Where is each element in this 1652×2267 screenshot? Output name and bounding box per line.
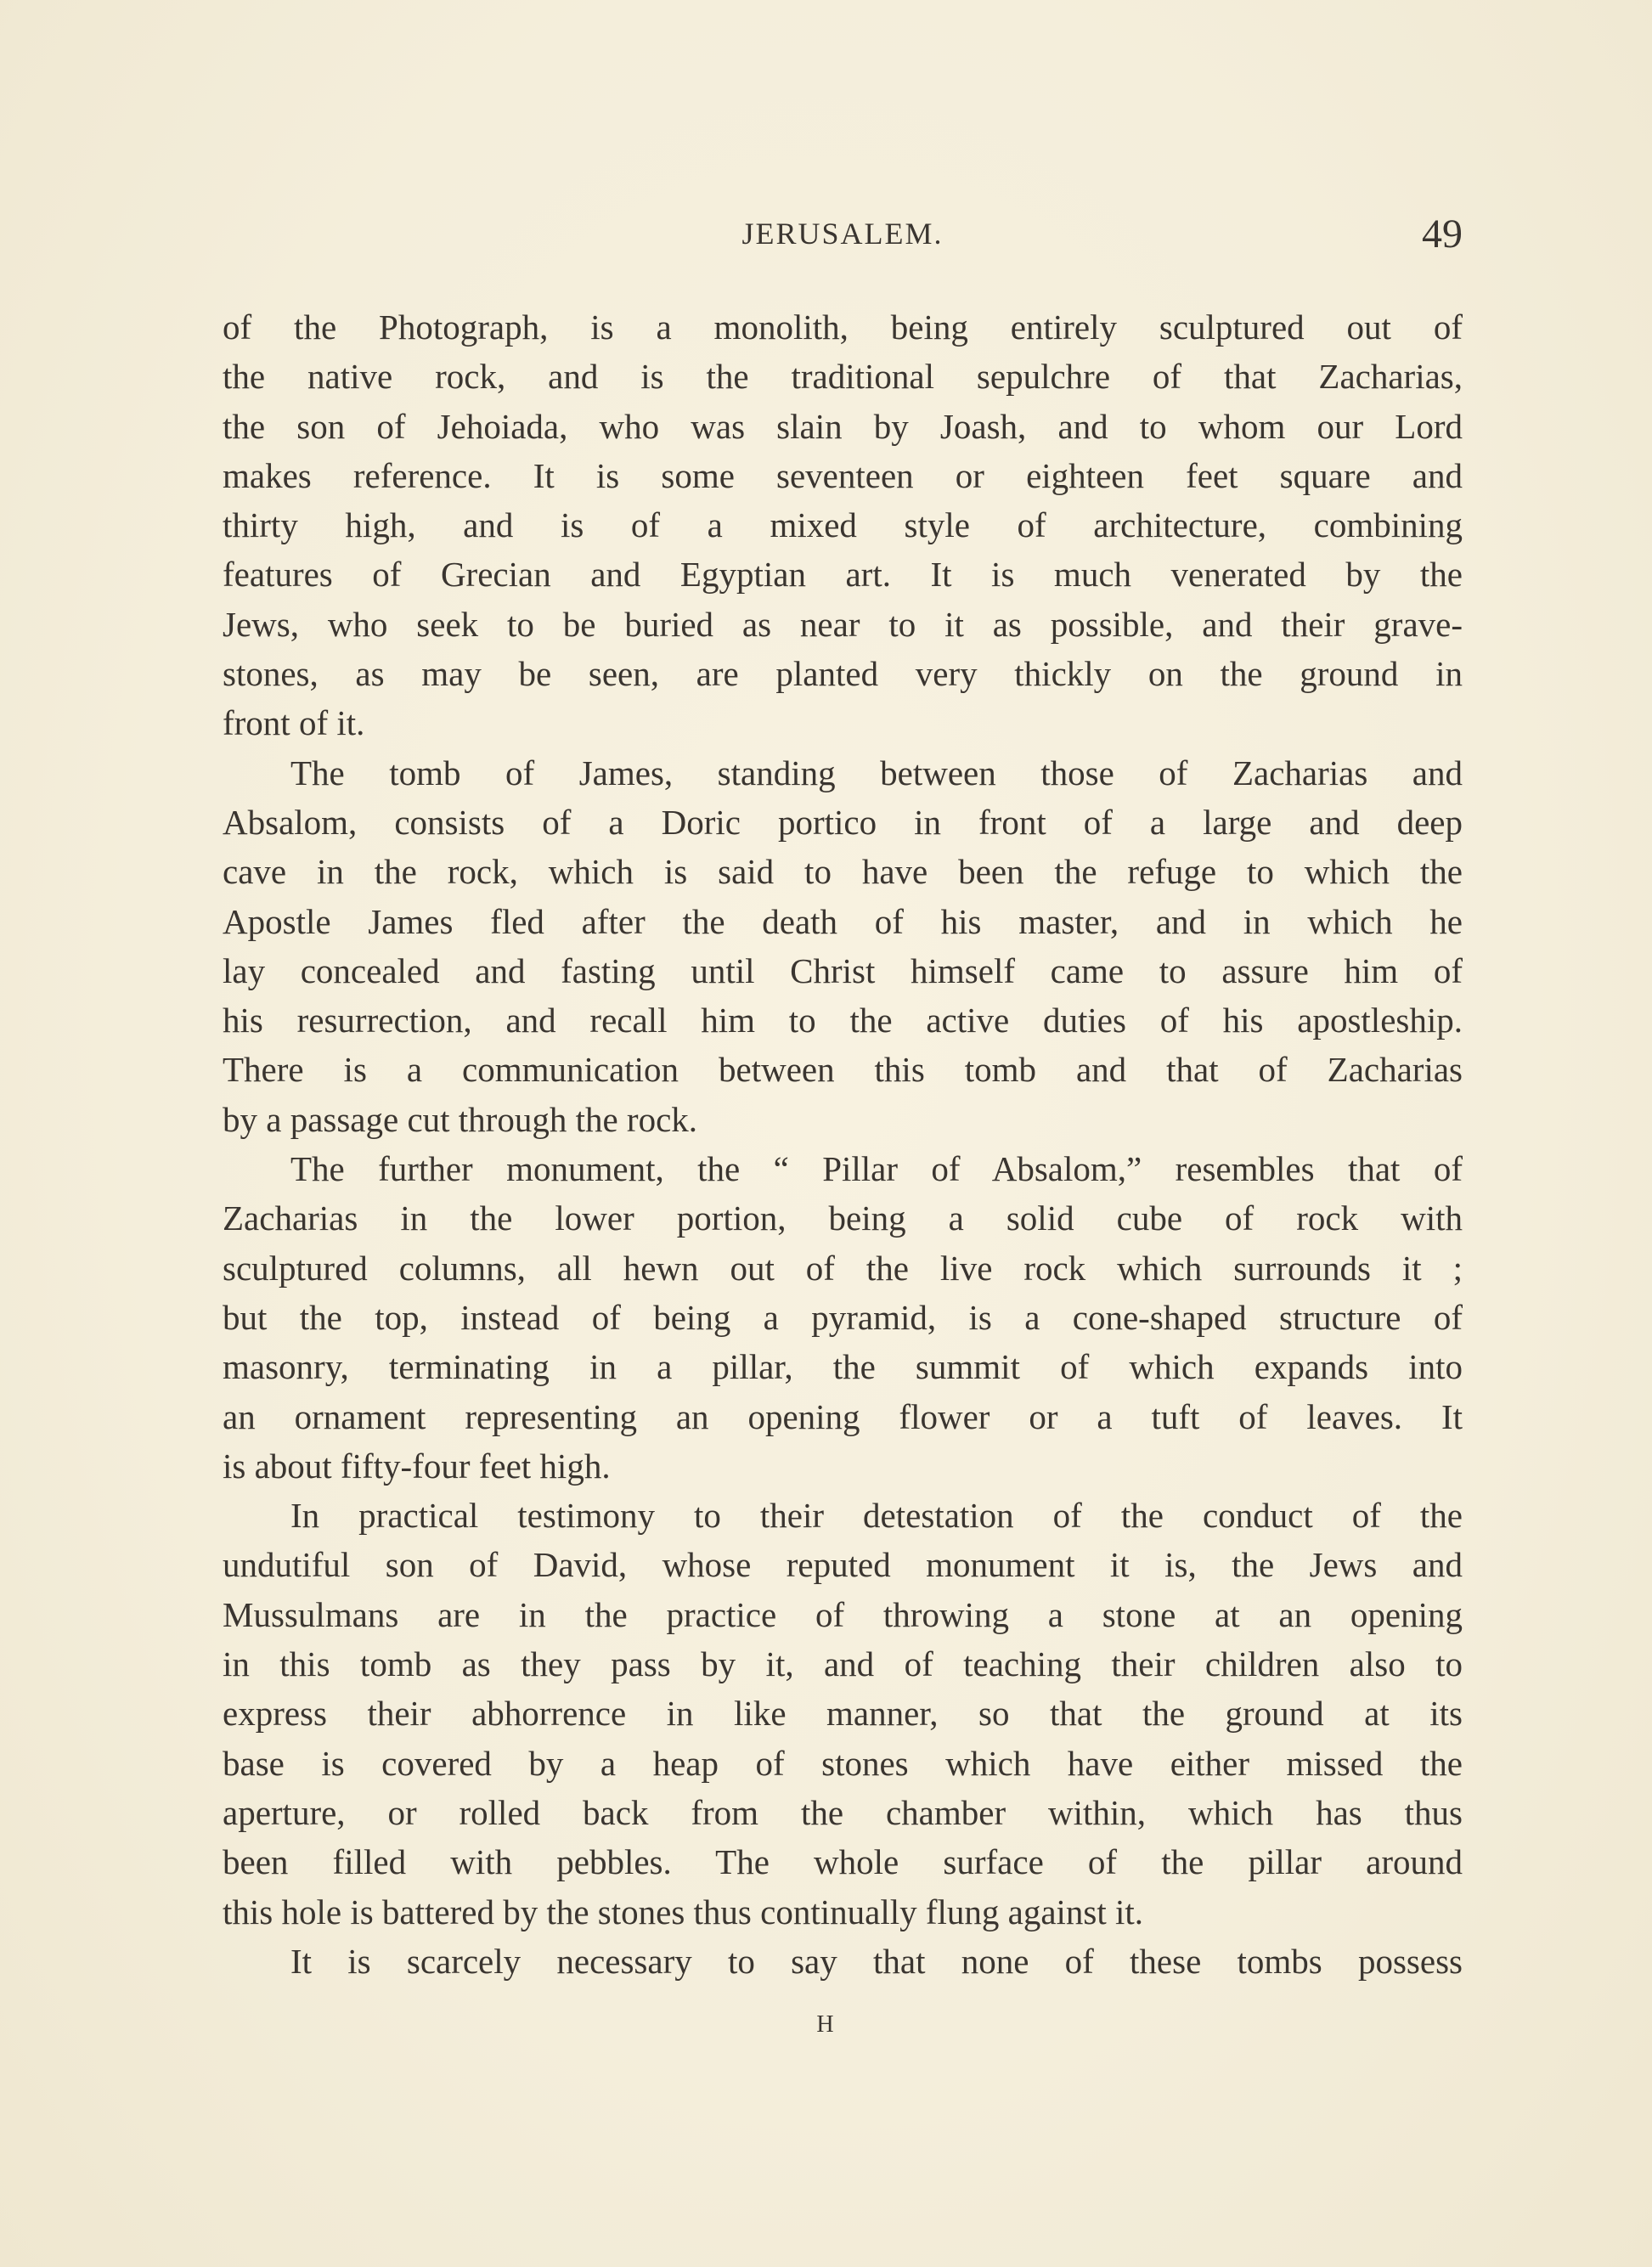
text-line: Apostle James fled after the death of his master, and in which he — [223, 901, 1463, 941]
text-line: front of it. — [223, 703, 365, 743]
running-title: JERUSALEM. — [741, 217, 944, 251]
text-line: his resurrection, and recall him to the active duties of his apostleship. — [223, 1001, 1463, 1040]
text-line: In practical testimony to their detestation of the conduct of the — [290, 1496, 1463, 1536]
text-line: an ornament representing an opening flower or a tuft of leaves. It — [223, 1396, 1463, 1436]
text-line: the native rock, and is the traditional sepulchre of that Zacharias, — [223, 357, 1463, 397]
text-line: but the top, instead of being a pyramid, is a cone-shaped structure of — [223, 1297, 1463, 1337]
text-line: undutiful son of David, whose reputed monument it is, the Jews and — [223, 1545, 1463, 1585]
text-line: this hole is battered by the stones thus continually flung against it. — [223, 1892, 1144, 1931]
body-text — [223, 302, 1463, 1986]
page-number: 49 — [1422, 211, 1463, 257]
text-line: masonry, terminating in a pillar, the summit of which expands into — [223, 1347, 1463, 1387]
text-line: Absalom, consists of a Doric portico in front of a large and deep — [223, 802, 1463, 842]
text-line: Jews, who seek to be buried as near to it as possible, and their grave- — [223, 604, 1463, 644]
text-line: aperture, or rolled back from the chamber within, which has thus — [223, 1792, 1463, 1832]
text-line: thirty high, and is of a mixed style of architecture, combining — [223, 505, 1463, 545]
text-line: sculptured columns, all hewn out of the live rock which surrounds it ; — [223, 1248, 1463, 1288]
text-line: been filled with pebbles. The whole surface of the pillar around — [223, 1842, 1463, 1882]
text-line: express their abhorrence in like manner, so that the ground at its — [223, 1694, 1463, 1734]
text-line: It is scarcely necessary to say that none of these tombs possess — [290, 1941, 1463, 1981]
signature-mark: H — [816, 2011, 836, 2038]
running-head — [223, 211, 1463, 262]
text-line: The further monument, the “ Pillar of Absalom,” resembles that of — [290, 1149, 1463, 1189]
text-line: of the Photograph, is a monolith, being entirely sculptured out of — [223, 307, 1463, 347]
text-line: is about fifty-four feet high. — [223, 1446, 611, 1486]
text-line: cave in the rock, which is said to have been the refuge to which the — [223, 852, 1463, 892]
text-line: in this tomb as they pass by it, and of teaching their children also to — [223, 1644, 1463, 1684]
text-line: makes reference. It is some seventeen or eighteen feet square and — [223, 455, 1463, 495]
text-line: The tomb of James, standing between those of Zacharias and — [290, 753, 1463, 792]
text-line: the son of Jehoiada, who was slain by Joash, and to whom our Lord — [223, 406, 1463, 446]
text-line: stones, as may be seen, are planted very thickly on the ground in — [223, 654, 1463, 694]
text-line: lay concealed and fasting until Christ himself came to assure him of — [223, 950, 1463, 990]
text-line: Mussulmans are in the practice of throwing a stone at an opening — [223, 1594, 1463, 1634]
text-line: Zacharias in the lower portion, being a solid cube of rock with — [223, 1198, 1463, 1238]
text-line: base is covered by a heap of stones which have either missed the — [223, 1743, 1463, 1783]
text-line: features of Grecian and Egyptian art. It is much venerated by the — [223, 555, 1463, 595]
text-line: There is a communication between this tomb and that of Zacharias — [223, 1050, 1463, 1090]
text-line: by a passage cut through the rock. — [223, 1099, 698, 1139]
